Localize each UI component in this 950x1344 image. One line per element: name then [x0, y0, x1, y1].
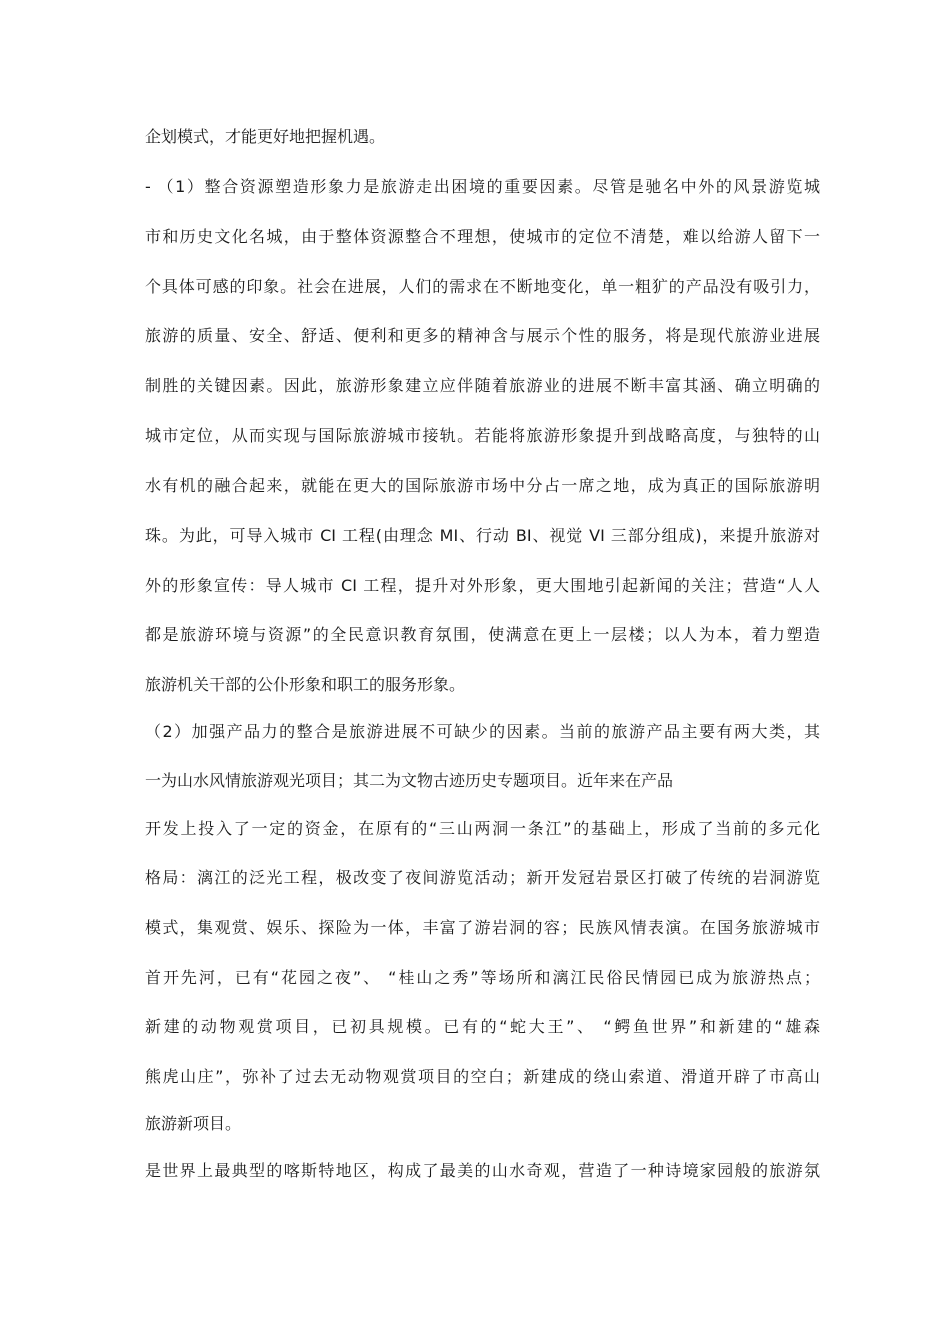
text-line: 市和历史文化名城，由于整体资源整合不理想，使城市的定位不清楚，难以给游人留下一 [145, 227, 820, 246]
text-line: 外的形象宣传：导人城市 CI 工程，提升对外形象，更大围地引起新闻的关注；营造“人人 [145, 576, 820, 595]
text-line: （2）加强产品力的整合是旅游进展不可缺少的因素。当前的旅游产品主要有两大类，其 [145, 722, 820, 741]
text-line: 珠。为此，可导入城市 CI 工程(由理念 MI、行动 BI、视觉 VI 三部分组成)，来提升旅游对 [145, 526, 820, 545]
text-line: 首开先河，已有“花园之夜”、 “桂山之秀”等场所和漓江民俗民情园已成为旅游热点； [145, 968, 820, 987]
text-line: 模式，集观赏、娱乐、探险为一体，丰富了游岩洞的容；民族风情表演。在国务旅游城市 [145, 918, 820, 937]
text-line: 企划模式，才能更好地把握机遇。 [145, 127, 386, 146]
text-line: 城市定位，从而实现与国际旅游城市接轨。若能将旅游形象提升到战略高度，与独特的山 [145, 426, 820, 445]
text-line: 旅游的质量、安全、舒适、便利和更多的精神含与展示个性的服务，将是现代旅游业进展 [145, 326, 820, 345]
text-line: 水有机的融合起来，就能在更大的国际旅游市场中分占一席之地，成为真正的国际旅游明 [145, 476, 820, 495]
text-line: 旅游新项目。 [145, 1114, 242, 1133]
text-line: - （1）整合资源塑造形象力是旅游走出困境的重要因素。尽管是驰名中外的风景游览城 [145, 177, 820, 196]
text-line: 新建的动物观赏项目，已初具规模。已有的“蛇大王”、 “鳄鱼世界”和新建的“雄森 [145, 1017, 820, 1036]
text-line: 制胜的关键因素。因此，旅游形象建立应伴随着旅游业的进展不断丰富其涵、确立明确的 [145, 376, 820, 395]
text-line: 开发上投入了一定的资金，在原有的“三山两洞一条江”的基础上，形成了当前的多元化 [145, 819, 820, 838]
text-line: 都是旅游环境与资源”的全民意识教育氛围，使满意在更上一层楼；以人为本，着力塑造 [145, 625, 820, 644]
text-line: 一为山水风情旅游观光项目；其二为文物古迹历史专题项目。近年来在产品 [145, 771, 674, 790]
text-line: 个具体可感的印象。社会在进展，人们的需求在不断地变化，单一粗犷的产品没有吸引力， [145, 277, 820, 296]
text-line: 是世界上最典型的喀斯特地区，构成了最美的山水奇观，营造了一种诗境家园般的旅游氛 [145, 1161, 820, 1180]
text-line: 旅游机关干部的公仆形象和职工的服务形象。 [145, 675, 466, 694]
text-line: 格局：漓江的泛光工程，极改变了夜间游览活动；新开发冠岩景区打破了传统的岩洞游览 [145, 868, 820, 887]
text-line: 熊虎山庄”，弥补了过去无动物观赏项目的空白；新建成的绕山索道、滑道开辟了市高山 [145, 1067, 820, 1086]
